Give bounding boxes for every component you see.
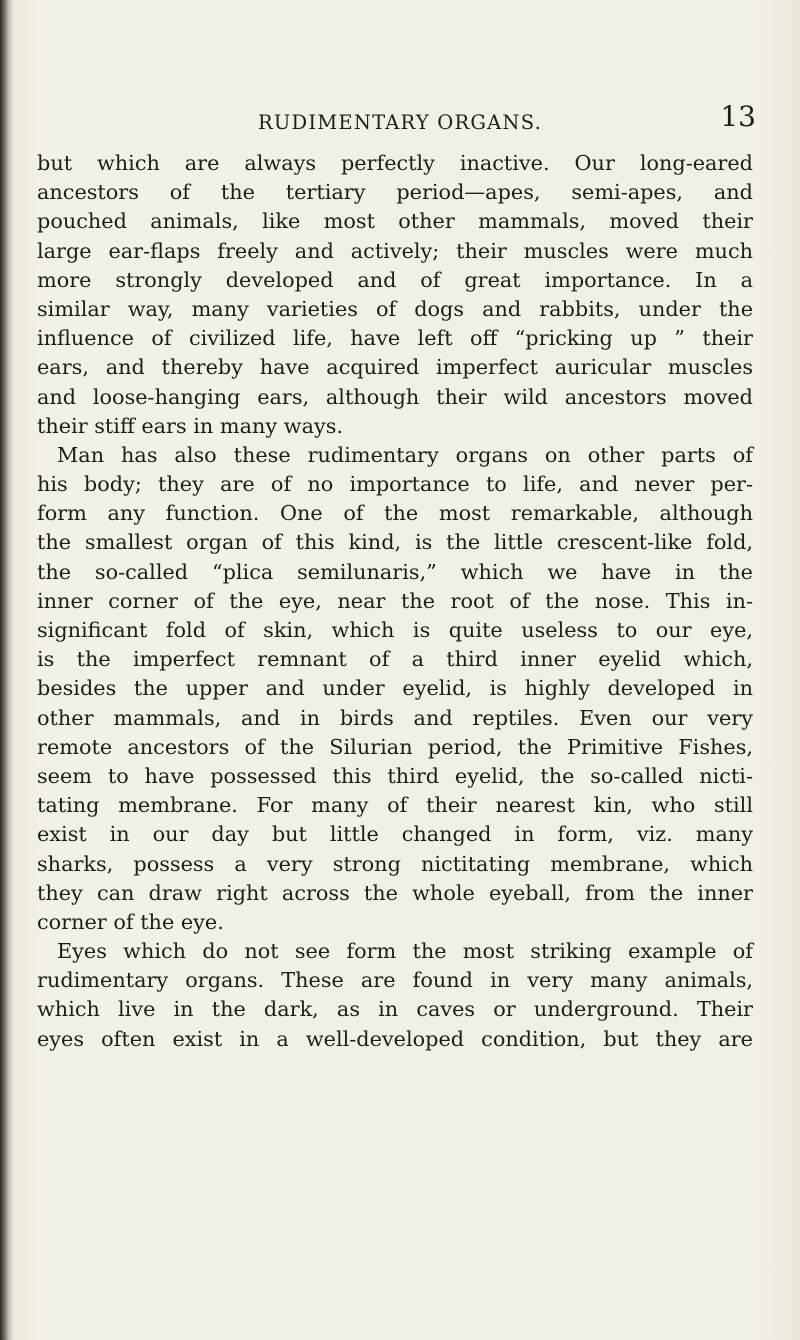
text-line: eyes often exist in a well-developed condition, but they are [37,1026,753,1051]
running-head [40,100,760,140]
text-line: exist in our day but little changed in form, viz. many [37,822,753,847]
running-title: RUDIMENTARY ORGANS. [258,111,542,134]
text-line: ears, and thereby have acquired imperfect auricular muscles [37,355,753,380]
text-line: large ear-flaps freely and actively; their muscles were much [37,238,753,263]
text-line: similar way, many varieties of dogs and rabbits, under the [37,296,753,321]
text-line: pouched animals, like most other mammals, moved their [37,209,753,234]
text-line: inner corner of the eye, near the root of the nose. This in- [37,588,753,613]
text-line: significant fold of skin, which is quite useless to our eye, [37,618,753,642]
text-line: rudimentary organs. These are found in very many animals, [37,968,753,993]
text-line: other mammals, and in birds and reptiles. Even our very [37,705,753,730]
text-line: but which are always perfectly inactive. Our long-eared [37,151,753,175]
text-line: is the imperfect remnant of a third inner eyelid which, [37,647,753,672]
text-line: tating membrane. For many of their nearest kin, who still [37,793,753,818]
text-line: besides the upper and under eyelid, is highly developed in [37,676,753,701]
text-line: they can draw right across the whole eyeball, from the inner [37,880,753,905]
text-line: and loose-hanging ears, although their wild ancestors moved [37,384,753,409]
page-number: 13 [720,100,756,133]
text-line: his body; they are of no importance to life, and never per- [37,472,753,497]
text-line: seem to have possessed this third eyelid, the so-called nicti- [37,763,753,788]
text-line: remote ancestors of the Silurian period, the Primitive Fishes, [37,734,753,759]
text-line: Eyes which do not see form the most striking example of [57,939,753,964]
text-line: which live in the dark, as in caves or underground. Their [37,997,753,1022]
body-text [37,149,753,1054]
text-line: corner of the eye. [37,909,224,934]
binding-gutter-shadow [0,0,14,1340]
text-line: their stiff ears in many ways. [37,413,344,438]
text-line: sharks, possess a very strong nictitating membrane, which [37,851,753,876]
text-line: Man has also these rudimentary organs on other parts of [57,442,753,467]
text-line: ancestors of the tertiary period—apes, semi-apes, and [37,180,753,205]
text-line: form any function. One of the most remarkable, although [37,501,753,526]
text-line: influence of civilized life, have left off “pricking up ” their [37,326,753,351]
text-line: the smallest organ of this kind, is the little crescent-like fold, [37,530,753,555]
text-line: the so-called “plica semilunaris,” which we have in the [37,559,753,584]
text-line: more strongly developed and of great importance. In a [37,267,753,292]
